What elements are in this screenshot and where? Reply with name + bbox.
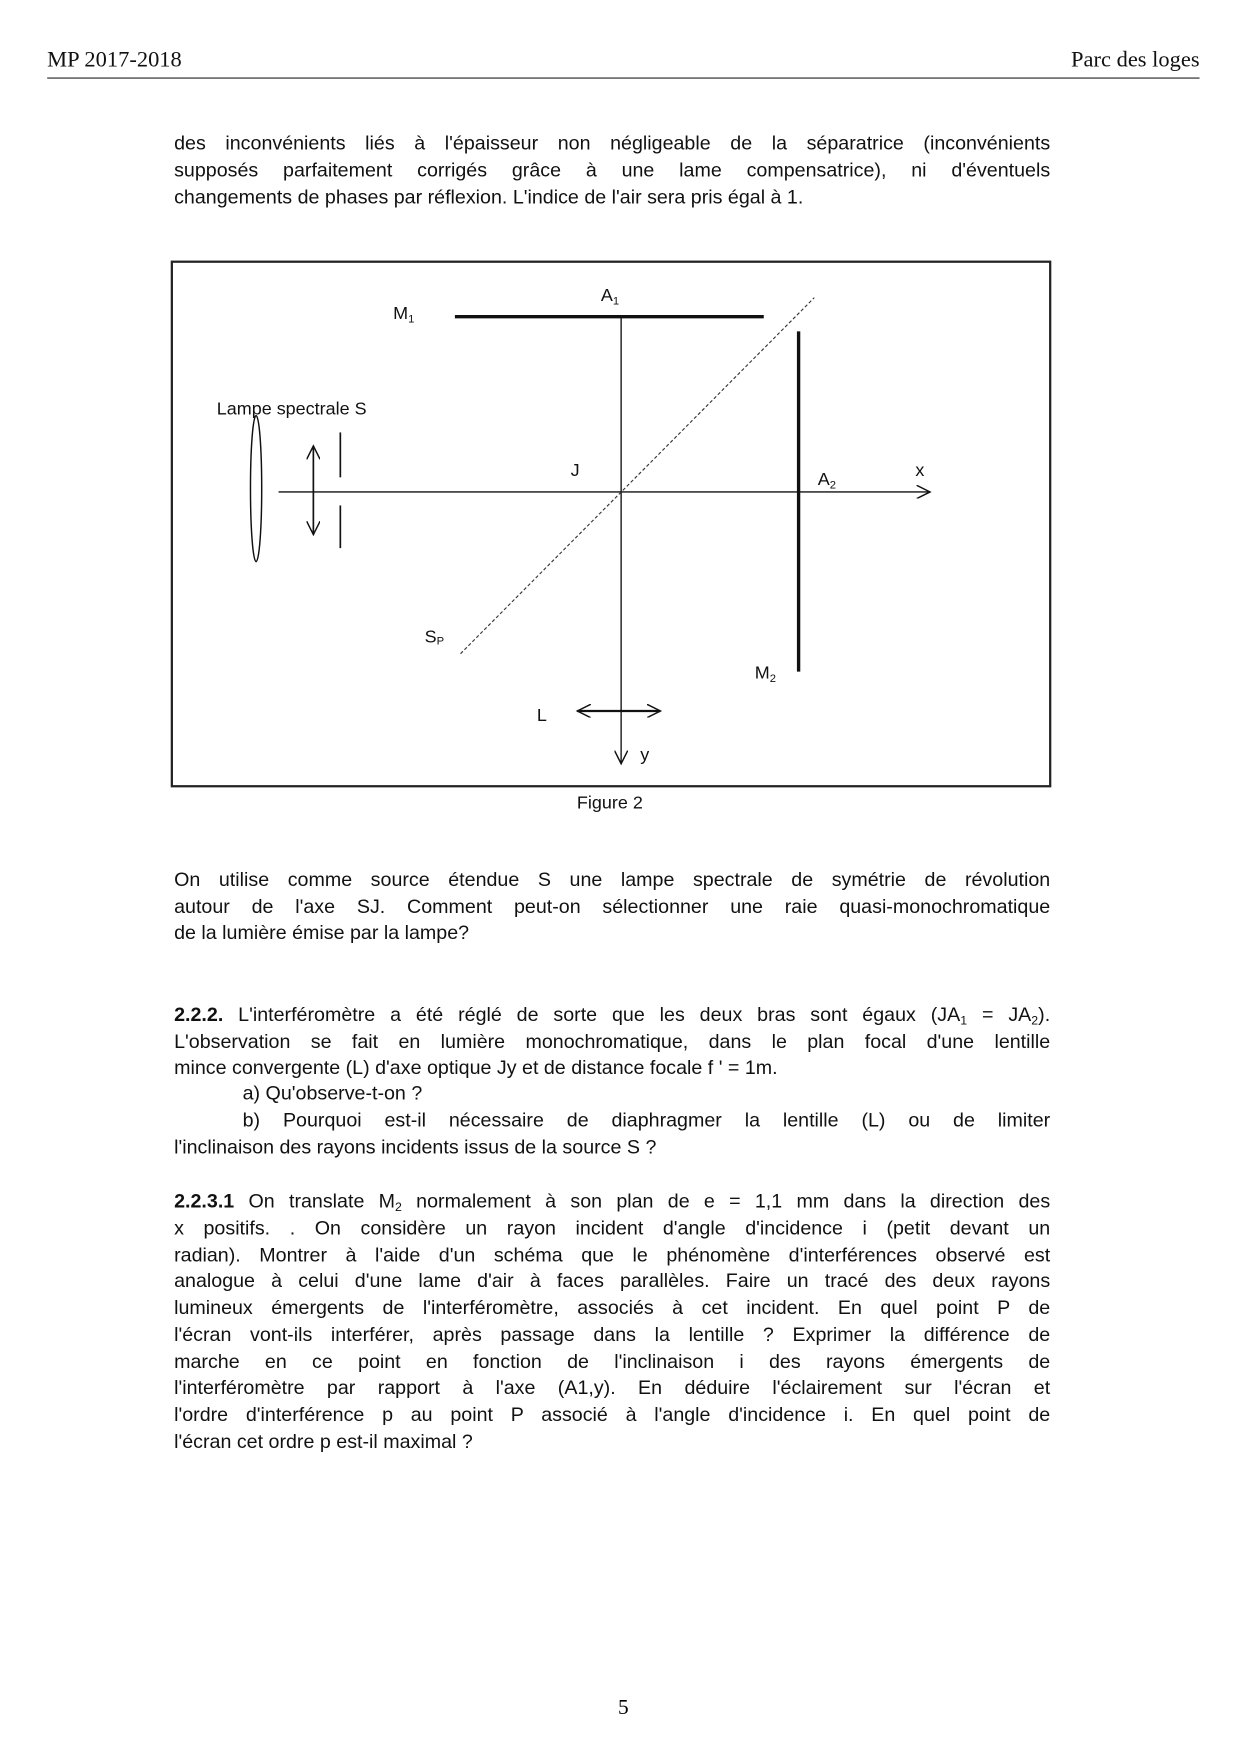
- label-l: L: [536, 705, 547, 726]
- figure-2: [0, 0, 1240, 854]
- label-lamp: Lampe spectrale S: [216, 398, 367, 419]
- question-222-b: l'inclinaison des rayons incidents issus de la source S ?: [174, 1135, 657, 1159]
- label-a2: A2: [817, 469, 836, 492]
- question-2231-line: l'écran vont-ils interférer, après passage dans la lentille ? Exprimer la différence de: [174, 1323, 1051, 1346]
- question-2231-line: 2.2.3.1 On translate $M_2$ normalement à son plan de e = 1,1 mm dans la direction des: [174, 1189, 1051, 1215]
- separator-sp: [461, 298, 815, 654]
- header-left: MP 2017-2018: [47, 47, 182, 72]
- para-line: On utilise comme source étendue S une lampe spectrale de symétrie de révolution: [174, 868, 1051, 891]
- question-2231-line: x positifs. . On considère un rayon incident d'angle d'incidence i (petit devant un: [174, 1216, 1051, 1239]
- figure-caption: Figure 2: [576, 792, 643, 813]
- label-j: J: [570, 460, 580, 481]
- label-x: x: [915, 460, 925, 481]
- question-2231-line: marche en ce point en fonction de l'inclinaison i des rayons émergents de: [174, 1350, 1051, 1373]
- question-222-a: a) Qu'observe-t-on ?: [242, 1081, 423, 1105]
- question-2231-line: analogue à celui d'une lame d'air à faces parallèles. Faire un tracé des deux rayons: [174, 1269, 1051, 1292]
- question-2231-line: l'ordre d'interférence p au point P associé à l'angle d'incidence i. En quel point de: [174, 1402, 1051, 1426]
- question-2231-line: lumineux émergents de l'interféromètre, associés à cet incident. En quel point P de: [174, 1296, 1051, 1319]
- lamp-ellipse: [250, 416, 261, 562]
- question-222-line: mince convergente (L) d'axe optique Jy et de distance focale f ' = 1m.: [174, 1055, 778, 1079]
- label-a1: A1: [600, 285, 620, 308]
- intro-line: changements de phases par réflexion. L'indice de l'air sera pris égal à 1.: [174, 185, 804, 208]
- question-222-line: L'observation se fait en lumière monochromatique, dans le plan focal d'une lentille: [174, 1029, 1051, 1053]
- question-2231-line: l'interféromètre par rapport à l'axe (A1,y). En déduire l'éclairement sur l'écran et: [174, 1375, 1051, 1399]
- label-m1: M1: [393, 302, 415, 326]
- para-line: autour de l'axe SJ. Comment peut-on sélectionner une raie quasi-monochromatique: [174, 895, 1051, 918]
- page-number: 5: [618, 1696, 629, 1720]
- intro-line: des inconvénients liés à l'épaisseur non négligeable de la séparatrice (inconvénients: [174, 131, 1051, 154]
- label-y: y: [640, 744, 650, 765]
- label-sp: SP: [424, 626, 445, 648]
- question-2231-line: l'écran cet ordre p est-il maximal ?: [174, 1429, 473, 1453]
- intro-line: supposés parfaitement corrigés grâce à une lame compensatrice), ni d'éventuels: [174, 158, 1051, 181]
- para-line: de la lumière émise par la lampe?: [174, 921, 470, 944]
- question-2231-line: radian). Montrer à l'aide d'un schéma que le phénomène d'interférences observé est: [174, 1243, 1051, 1266]
- label-m2: M2: [754, 662, 777, 685]
- header-right: Parc des loges: [1071, 47, 1200, 72]
- figure-frame: [172, 262, 1050, 787]
- question-222-line: 2.2.2. L'interféromètre a été réglé de sorte que les deux bras sont égaux $(JA_1 = JA_2)$.: [174, 1003, 1051, 1028]
- question-222-b: b) Pourquoi est-il nécessaire de diaphragmer la lentille (L) ou de limiter: [242, 1108, 1051, 1132]
